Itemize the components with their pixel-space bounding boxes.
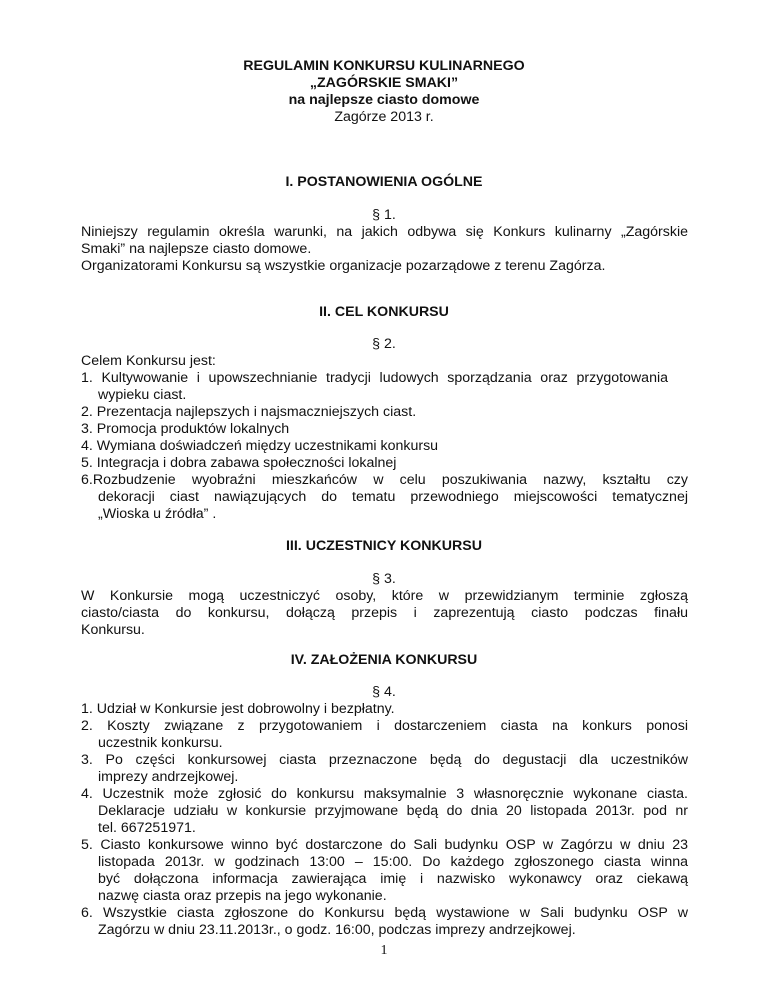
section-4-line: być dołączona informacja zawierająca imię i nazwisko wykonawcy oraz ciekawą [98, 871, 688, 887]
section-4-line: uczestnik konkursu. [98, 735, 223, 751]
paragraph-number-1: § 1. [372, 207, 396, 223]
section-4-line: Zagórzu w dniu 23.11.2013r., o godz. 16:00, podczas imprezy andrzejkowej. [98, 922, 576, 938]
section-4-line: Deklaracje udziału w konkursie przyjmowane będą do dnia 20 listopada 2013r. pod nr [98, 803, 688, 819]
section-heading-4: IV. ZAŁOŻENIA KONKURSU [290, 652, 478, 668]
section-heading-2: II. CEL KONKURSU [319, 304, 449, 320]
section-2-line: wypieku ciast. [98, 387, 187, 403]
section-2-line: 4. Wymiana doświadczeń między uczestnikami konkursu [81, 438, 439, 454]
section-4-line: 2. Koszty związane z przygotowaniem i dostarczeniem ciasta na konkurs ponosi [81, 718, 688, 734]
paragraph-number-2: § 2. [372, 336, 396, 352]
section-4-line: 3. Po części konkursowej ciasta przeznaczone będą do degustacji dla uczestników [81, 752, 688, 768]
section-heading-3: III. UCZESTNICY KONKURSU [285, 538, 482, 554]
section-2-line: Celem Konkursu jest: [81, 353, 216, 369]
document-subtitle: na najlepsze ciasto domowe [288, 92, 480, 108]
section-4-line: 4. Uczestnik może zgłosić do konkursu maksymalnie 3 własnoręcznie wykonane ciasta. [81, 786, 688, 802]
paragraph-number-4: § 4. [372, 684, 396, 700]
section-2-line: dekoracji ciast nawiązujących do tematu przewodniego miejscowości tematycznej [98, 489, 688, 505]
document-title: REGULAMIN KONKURSU KULINARNEGO [243, 58, 525, 74]
section-heading-1: I. POSTANOWIENIA OGÓLNE [285, 174, 483, 190]
section-4-line: tel. 667251971. [98, 820, 196, 836]
section-4-line: 5. Ciasto konkursowe winno być dostarczone do Sali budynku OSP w Zagórzu w dniu 23 [81, 837, 688, 853]
paragraph-number-3: § 3. [372, 571, 396, 587]
section-2-line: „Wioska u źródła” . [98, 506, 217, 522]
section-1-line: Organizatorami Konkursu są wszystkie organizacje pozarządowe z terenu Zagórza. [81, 258, 606, 274]
contest-name: „ZAGÓRSKIE SMAKI” [309, 75, 459, 91]
section-4-line: imprezy andrzejkowej. [98, 769, 239, 785]
section-3-line: W Konkursie mogą uczestniczyć osoby, które w przewidzianym terminie zgłoszą [81, 588, 688, 604]
section-4-line: nazwę ciasta oraz przepis na jego wykonanie. [98, 888, 387, 904]
section-2-line: 1. Kultywowanie i upowszechnianie tradycji ludowych sporządzania oraz przygotowania [81, 370, 668, 386]
section-4-line: listopada 2013r. w godzinach 13:00 – 15:00. Do każdego zgłoszonego ciasta winna [98, 854, 688, 870]
section-1-line: Niniejszy regulamin określa warunki, na jakich odbywa się Konkurs kulinarny „Zagórskie [81, 224, 688, 240]
section-4-line: 1. Udział w Konkursie jest dobrowolny i bezpłatny. [81, 701, 395, 717]
section-2-line: 6.Rozbudzenie wyobraźni mieszkańców w celu poszukiwania nazwy, kształtu czy [81, 472, 688, 488]
section-2-line: 3. Promocja produktów lokalnych [81, 421, 290, 437]
section-2-line: 5. Integracja i dobra zabawa społeczności lokalnej [81, 455, 397, 471]
section-1-line: Smaki” na najlepsze ciasto domowe. [81, 241, 312, 257]
section-2-line: 2. Prezentacja najlepszych i najsmaczniejszych ciast. [81, 404, 417, 420]
section-4-line: 6. Wszystkie ciasta zgłoszone do Konkursu będą wystawione w Sali budynku OSP w [81, 905, 688, 921]
section-3-line: ciasto/ciasta do konkursu, dołączą przepis i zaprezentują ciasto podczas finału [81, 605, 688, 621]
section-3-line: Konkursu. [81, 622, 145, 638]
place-and-year: Zagórze 2013 r. [334, 109, 434, 125]
page-number: 1 [380, 943, 388, 958]
